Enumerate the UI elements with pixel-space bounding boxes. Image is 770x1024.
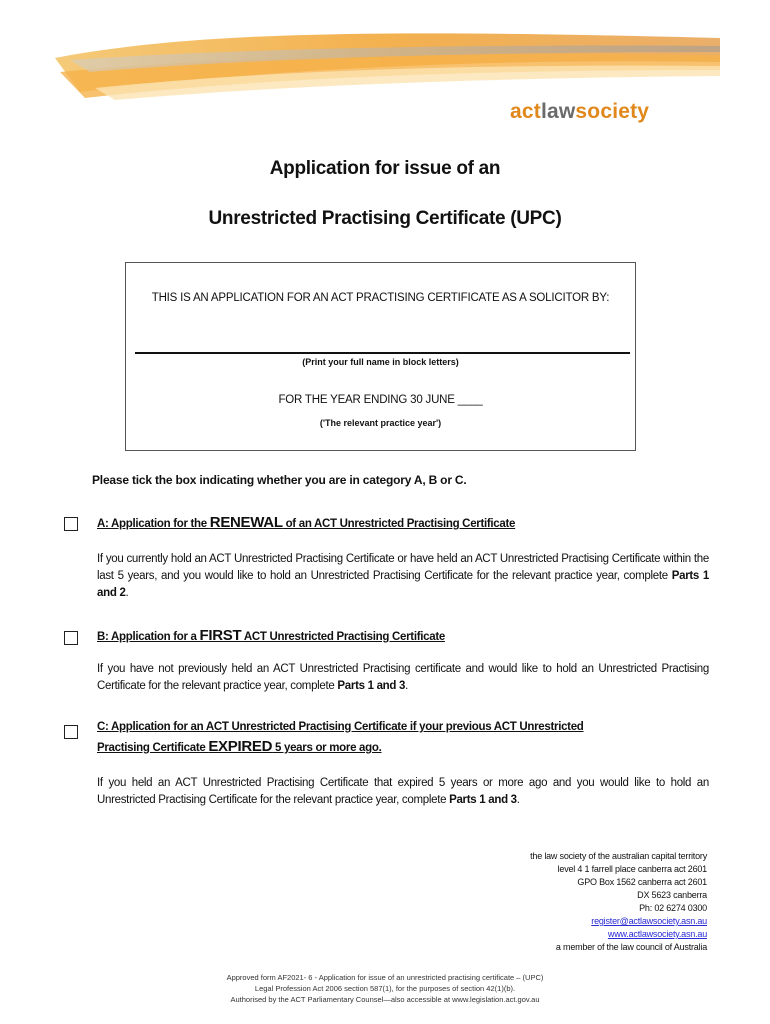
category-a-description: If you currently hold an ACT Unrestricted Practising Certificate or have held an ACT Unrestricted Practising Certificate within the last 5 years, and you would like to hold an Unrestricted Practising Certificate for the relevant practice year, complete Parts 1 and 2. <box>97 553 709 599</box>
application-intro: THIS IS AN APPLICATION FOR AN ACT PRACTISING CERTIFICATE AS A SOLICITOR BY: <box>151 292 610 304</box>
form-title-line1: Application for issue of an <box>269 158 501 179</box>
full-name-line[interactable] <box>135 352 630 354</box>
category-c-heading-line2: Practising Certificate EXPIRED 5 years or more ago. <box>97 738 382 755</box>
category-b-heading: B: Application for a FIRST ACT Unrestricted Practising Certificate <box>97 627 445 644</box>
footer-authorisation: Authorised by the ACT Parliamentary Counsel—also accessible at www.legislation.act.gov.au <box>230 995 540 1004</box>
category-b-description: If you have not previously held an ACT Unrestricted Practising certificate and would like to hold an Unrestricted Practising Certificate for the relevant practice year, complete Parts 1 and 3. <box>97 663 709 692</box>
law-society-contact-details: the law society of the australian capital territory level 4 1 farrell place canberra act 2601 GPO Box 1562 canberra act 2601 DX 5623 canberra Ph: 02 6274 0300 register@actlawsociety.asn.au www.actlawsociety.asn.au a member of the law council of Australia <box>530 851 707 952</box>
category-c-heading-line1: C: Application for an ACT Unrestricted Practising Certificate if your previous ACT Unrestricted <box>97 721 584 733</box>
footer-approved-form: Approved form AF2021- 6 - Application for issue of an unrestricted practising certificate – (UPC) <box>226 973 544 982</box>
form-title-line2: Unrestricted Practising Certificate (UPC) <box>208 208 562 229</box>
practice-year-hint: ('The relevant practice year') <box>319 418 442 428</box>
category-b-checkbox[interactable] <box>64 631 78 645</box>
year-ending-field[interactable]: FOR THE YEAR ENDING 30 JUNE ____ <box>278 394 483 406</box>
category-instruction: Please tick the box indicating whether you are in category A, B or C. <box>92 473 467 487</box>
footer-legal-reference: Legal Profession Act 2006 section 587(1), for the purposes of section 42(1)(b). <box>254 984 516 993</box>
applicant-details-box <box>125 262 636 451</box>
full-name-hint: (Print your full name in block letters) <box>302 357 459 367</box>
header-swoosh-banner <box>0 0 770 140</box>
category-a-checkbox[interactable] <box>64 517 78 531</box>
category-c-checkbox[interactable] <box>64 725 78 739</box>
email-link[interactable]: register@actlawsociety.asn.au <box>591 916 707 926</box>
act-law-society-logo: actlawsociety <box>510 100 650 123</box>
category-c-description: If you held an ACT Unrestricted Practising Certificate that expired 5 years or more ago and you would like to hold an Unrestricted Practising Certificate for the relevant practice year, complete Parts 1 and 3. <box>97 777 709 806</box>
category-a-heading: A: Application for the RENEWAL of an ACT Unrestricted Practising Certificate <box>97 514 516 531</box>
website-link[interactable]: www.actlawsociety.asn.au <box>607 929 707 939</box>
